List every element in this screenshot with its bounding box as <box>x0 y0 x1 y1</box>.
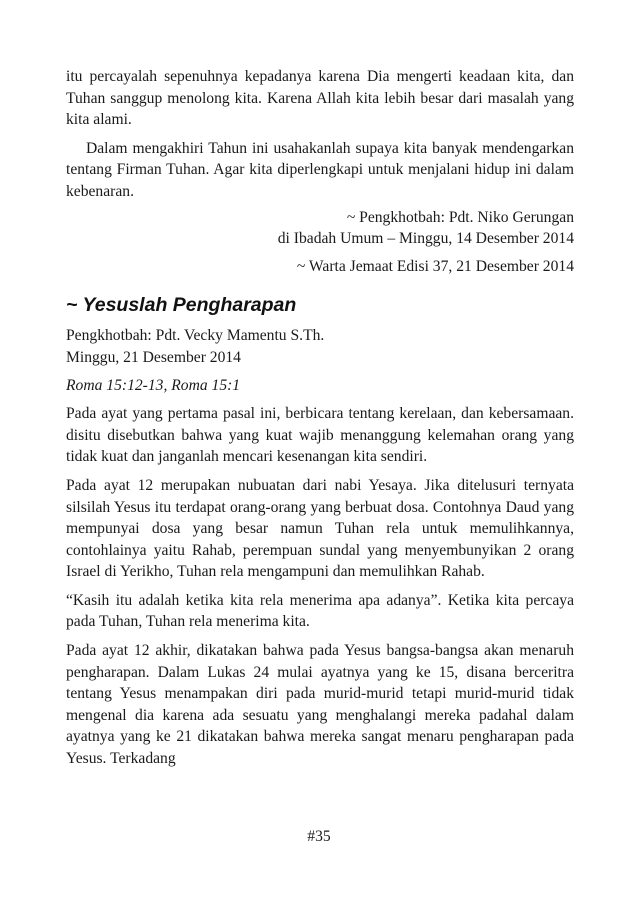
section-title: ~ Yesuslah Pengharapan <box>66 294 297 317</box>
paragraph: Pada ayat 12 akhir, dikatakan bahwa pada Yesus bangsa-bangsa akan menaruh pengharapan. Dalam Lukas 24 mulai ayatnya yang ke 15, disana berceritra tentang Yesus menampakan diri pada murid-murid tetapi murid-murid tidak mengenal dia karena ada sesuatu yang menghalangi mereka padahal dalam ayatnya yang ke 21 dikatakan bahwa mereka sangat menaru pengharapan pada Yesus. Terkadang <box>66 642 574 768</box>
section-meta <box>66 325 574 368</box>
paragraph: Pada ayat yang pertama pasal ini, berbicara tentang kerelaan, dan kebersamaan. disitu disebutkan bahwa yang kuat wajib menanggung kelemahan orang yang tidak kuat dan janganlah mencari kesenangan kita sendiri. <box>66 405 574 466</box>
sermon-credits <box>66 207 574 278</box>
section-date: Minggu, 21 Desember 2014 <box>66 348 241 366</box>
credit-service: di Ibadah Umum – Minggu, 14 Desember 2014 <box>277 230 574 248</box>
page-number: #35 <box>307 828 331 845</box>
paragraph: Pada ayat 12 merupakan nubuatan dari nabi Yesaya. Jika ditelusuri ternyata silsilah Yesus itu terdapat orang-orang yang berbuat dosa. Contohnya Daud yang mempunyai dosa yang besar namun Tuhan rela untuk memulihkannya, contohlainya yaitu Rahab, perempuan sundal yang menyembunyikan 2 orang Israel di Yerikho, Tuhan rela mengampuni dan memulihkan Rahab. <box>66 476 574 581</box>
credit-bulletin: ~ Warta Jemaat Edisi 37, 21 Desember 2014 <box>296 257 574 275</box>
scripture-reference: Roma 15:12-13, Roma 15:1 <box>66 376 241 394</box>
section-preacher: Pengkhotbah: Pdt. Vecky Mamentu S.Th. <box>66 327 325 345</box>
paragraph: “Kasih itu adalah ketika kita rela menerima apa adanya”. Ketika kita percaya pada Tuhan, Tuhan rela menerima kita. <box>66 591 574 631</box>
credit-preacher: ~ Pengkhotbah: Pdt. Niko Gerungan <box>346 208 574 226</box>
paragraph-closing: Dalam mengakhiri Tahun ini usahakanlah supaya kita banyak mendengarkan tentang Firman Tuhan. Agar kita diperlengkapi untuk menjalani hidup ini dalam kebenaran. <box>66 139 574 200</box>
paragraph-continuation: itu percayalah sepenuhnya kepadanya karena Dia mengerti keadaan kita, dan Tuhan sanggup menolong kita. Karena Allah kita lebih besar dari masalah yang kita alami. <box>66 68 574 129</box>
page-body <box>66 66 574 770</box>
